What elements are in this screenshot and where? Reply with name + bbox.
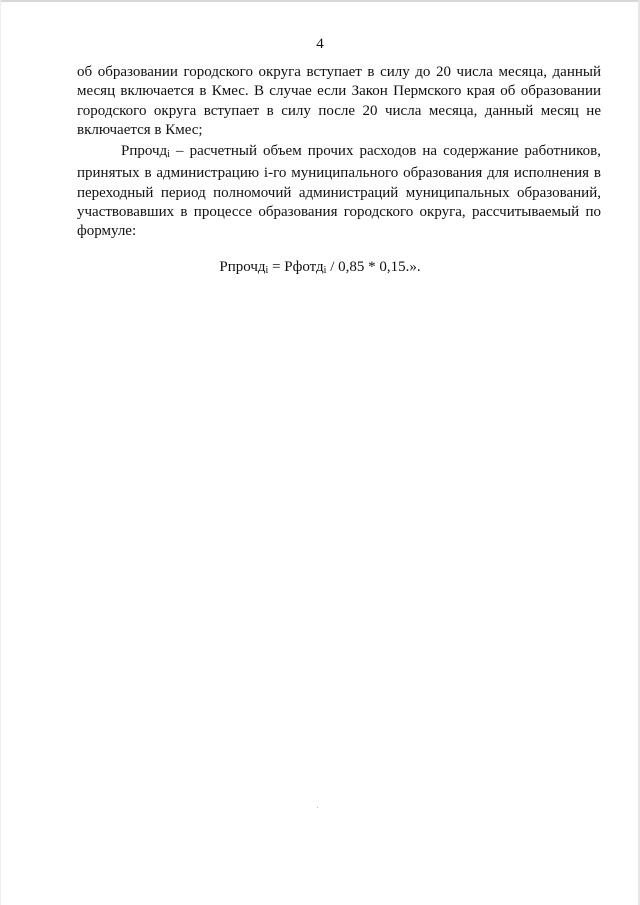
definition-text: – расчетный объем прочих расходов на содержание работников, принятых в администрацию i-го муниципального образования для исполнения в переходный период полномочий администраций муниципальных образований, участвовавших в процессе образования городского округа, рассчитываемый по формуле: <box>77 143 601 240</box>
page-number: 4 <box>316 36 324 52</box>
paragraph-definition <box>77 142 601 241</box>
formula-right-tail: / 0,85 * 0,15.». <box>326 259 421 275</box>
scan-edge-left <box>0 0 1 905</box>
formula-right-subscript: i <box>323 265 327 276</box>
scan-edge-top <box>0 0 640 2</box>
formula-right-symbol: Рфотд <box>284 259 324 275</box>
formula-left-symbol: Рпрочд <box>219 259 266 275</box>
formula <box>0 258 640 280</box>
definition-symbol: Рпрочд <box>121 143 168 159</box>
scan-speck <box>317 807 318 808</box>
formula-left-subscript: i <box>265 265 269 276</box>
formula-equals: = <box>268 259 285 275</box>
paragraph-continuation: об образовании городского округа вступает в силу до 20 числа месяца, данный месяц включается в Кмес. В случае если Закон Пермского края об образовании городского округа вступает в силу после 20 числа месяца, данный месяц не включается в Кмес; <box>77 64 601 138</box>
definition-symbol-subscript: i <box>167 149 170 160</box>
